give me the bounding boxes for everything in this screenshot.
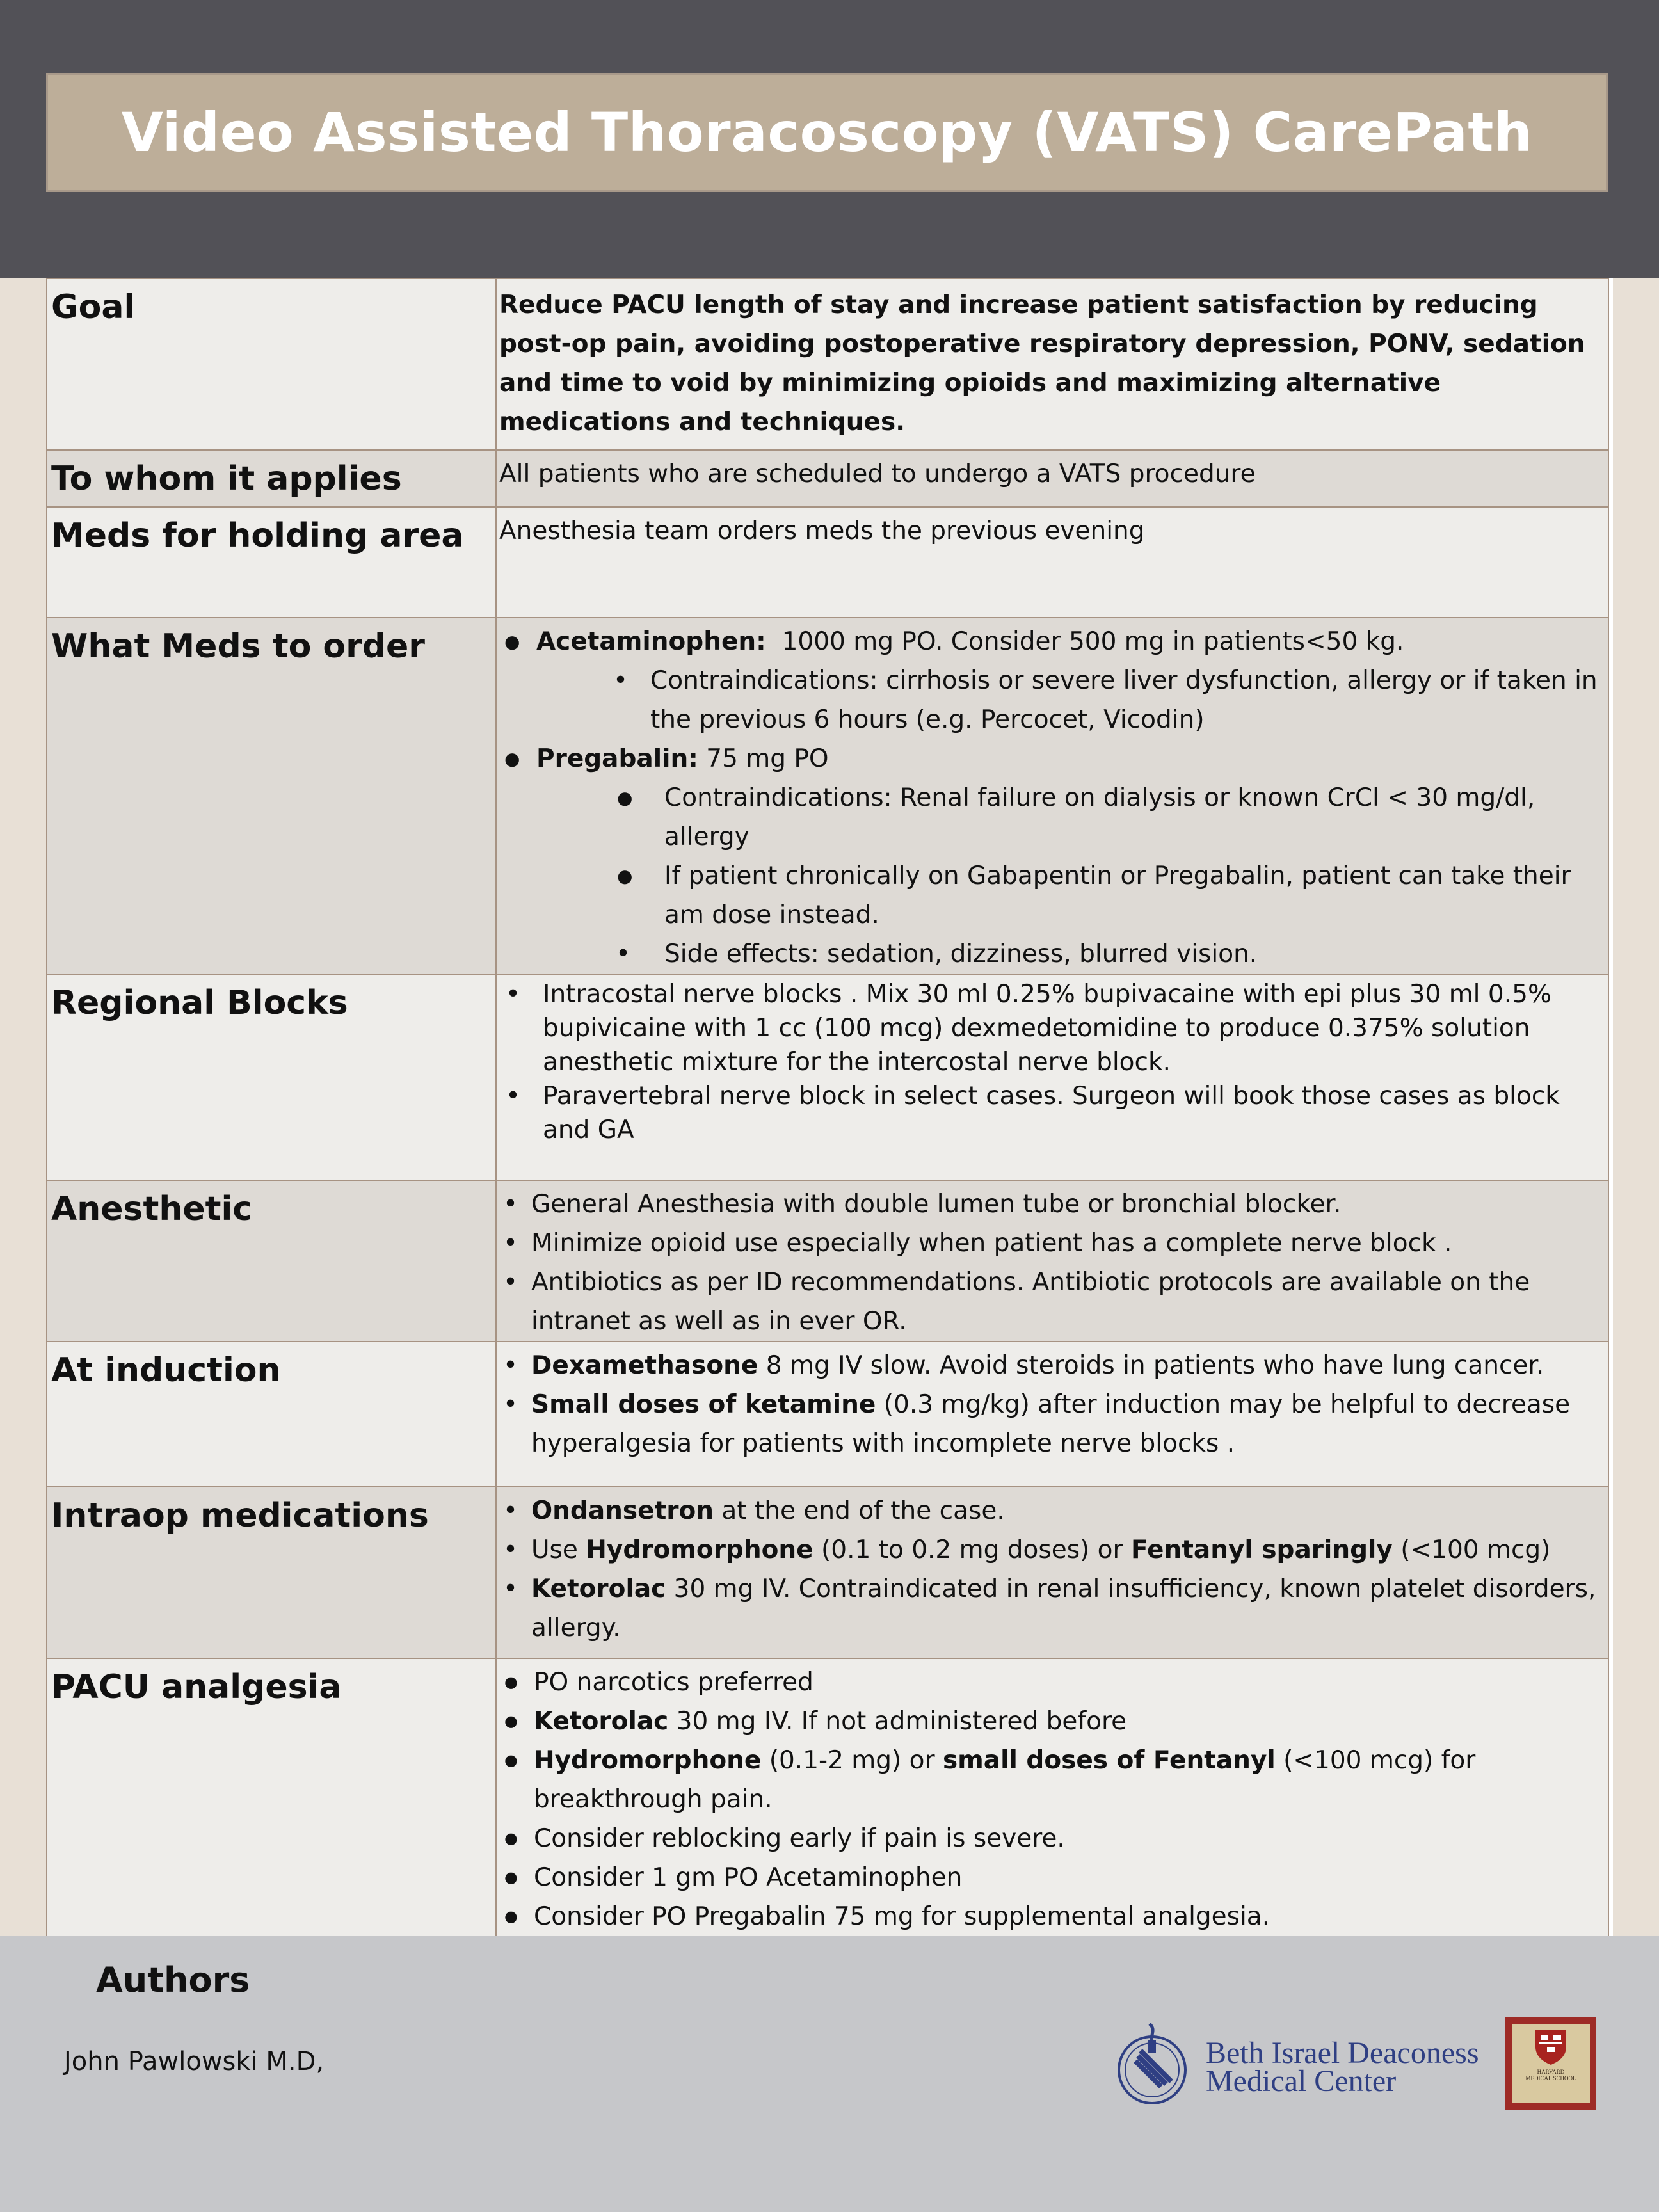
list-item: ● Contraindications: Renal failure on dialysis or known CrCl < 30 mg/dl, allergy xyxy=(499,778,1604,856)
list-item: ● Consider PO Pregabalin 75 mg for supplemental analgesia. xyxy=(499,1897,1604,1936)
intraop-label: Intraop medications xyxy=(47,1487,496,1658)
goal-label: Goal xyxy=(47,278,496,450)
list-item: ● If patient chronically on Gabapentin or Pregabalin, patient can take their am dose instead. xyxy=(499,856,1604,934)
regional-label: Regional Blocks xyxy=(47,974,496,1180)
holding-label: Meds for holding area xyxy=(47,507,496,618)
row-anesthetic xyxy=(47,1180,1608,1342)
list-item: • Dexamethasone 8 mg IV slow. Avoid steroids in patients who have lung cancer. xyxy=(499,1346,1604,1385)
meds-order-label: What Meds to order xyxy=(47,618,496,974)
applies-label: To whom it applies xyxy=(47,450,496,507)
harvard-logo-text: HARVARD MEDICAL SCHOOL xyxy=(1525,2069,1576,2081)
list-item: ● Hydromorphone (0.1-2 mg) or small doses of Fentanyl (<100 mcg) for breakthrough pain. xyxy=(499,1741,1604,1819)
pacu-label: PACU analgesia xyxy=(47,1658,496,1937)
list-item: ● PO narcotics preferred xyxy=(499,1663,1604,1702)
pacu-list xyxy=(499,1663,1604,1936)
list-item: • Minimize opioid use especially when patient has a complete nerve block . xyxy=(499,1224,1604,1263)
list-item: • Contraindications: cirrhosis or severe liver dysfunction, allergy or if taken in the previous 6 hours (e.g. Percocet, Vicodin) xyxy=(499,661,1604,739)
list-item: • Use Hydromorphone (0.1 to 0.2 mg doses) or Fentanyl sparingly (<100 mcg) xyxy=(499,1530,1604,1569)
list-item: • Paravertebral nerve block in select cases. Surgeon will book those cases as block and GA xyxy=(499,1079,1604,1147)
regional-list xyxy=(499,977,1604,1147)
row-intraop xyxy=(47,1487,1608,1658)
holding-text: Anesthesia team orders meds the previous evening xyxy=(496,507,1608,618)
row-pacu xyxy=(47,1658,1608,1937)
induction-label: At induction xyxy=(47,1342,496,1487)
list-item: • Intracostal nerve blocks . Mix 30 ml 0.25% bupivacaine with epi plus 30 ml 0.5% bupivicaine with 1 cc (100 mcg) dexmedetomidine to produce 0.375% solution anesthetic mixture for the intercostal nerve block. xyxy=(499,977,1604,1079)
list-item: ● Acetaminophen: 1000 mg PO. Consider 500 mg in patients<50 kg. xyxy=(499,622,1604,661)
list-item: ● Consider 1 gm PO Acetaminophen xyxy=(499,1858,1604,1897)
author-name: John Pawlowski M.D, xyxy=(64,2047,325,2076)
list-item: • Ondansetron at the end of the case. xyxy=(499,1491,1604,1530)
row-induction xyxy=(47,1342,1608,1487)
intraop-list xyxy=(499,1491,1604,1647)
list-item: ● Consider reblocking early if pain is severe. xyxy=(499,1819,1604,1858)
bidmc-emblem-icon xyxy=(1112,2017,1189,2107)
anesthetic-label: Anesthetic xyxy=(47,1180,496,1342)
list-item: ● Pregabalin: 75 mg PO xyxy=(499,739,1604,778)
meds-order-list xyxy=(499,622,1604,661)
harvard-shield-icon xyxy=(1532,2028,1570,2066)
list-item: ● Ketorolac 30 mg IV. If not administered before xyxy=(499,1702,1604,1741)
list-item: • Antibiotics as per ID recommendations. Antibiotic protocols are available on the intranet as well as in ever OR. xyxy=(499,1263,1604,1341)
induction-list xyxy=(499,1346,1604,1463)
row-holding xyxy=(47,507,1608,618)
applies-text: All patients who are scheduled to undergo a VATS procedure xyxy=(496,450,1608,507)
anesthetic-list xyxy=(499,1185,1604,1341)
row-regional xyxy=(47,974,1608,1180)
row-meds-order xyxy=(47,618,1608,974)
title-banner xyxy=(46,73,1608,192)
list-item: • Side effects: sedation, dizziness, blurred vision. xyxy=(499,934,1604,974)
bidmc-logo-text: Beth Israel Deaconess Medical Center xyxy=(1206,2036,1479,2098)
row-goal xyxy=(47,278,1608,450)
goal-text: Reduce PACU length of stay and increase patient satisfaction by reducing post-op pain, avoiding postoperative respiratory depression, PONV, sedation and time to void by minimizing opioids and maximizing alternative medications and techniques. xyxy=(499,291,1585,437)
carepath-table xyxy=(46,278,1609,1937)
list-item: • Small doses of ketamine (0.3 mg/kg) after induction may be helpful to decrease hyperalgesia for patients with incomplete nerve blocks . xyxy=(499,1385,1604,1463)
authors-heading: Authors xyxy=(96,1960,250,2000)
list-item: • Ketorolac 30 mg IV. Contraindicated in renal insufficiency, known platelet disorders, allergy. xyxy=(499,1569,1604,1647)
harvard-medical-school-logo xyxy=(1505,2017,1596,2110)
list-item: • General Anesthesia with double lumen tube or bronchial blocker. xyxy=(499,1185,1604,1224)
row-applies xyxy=(47,450,1608,507)
page-title: Video Assisted Thoracoscopy (VATS) CarePath xyxy=(121,101,1533,164)
